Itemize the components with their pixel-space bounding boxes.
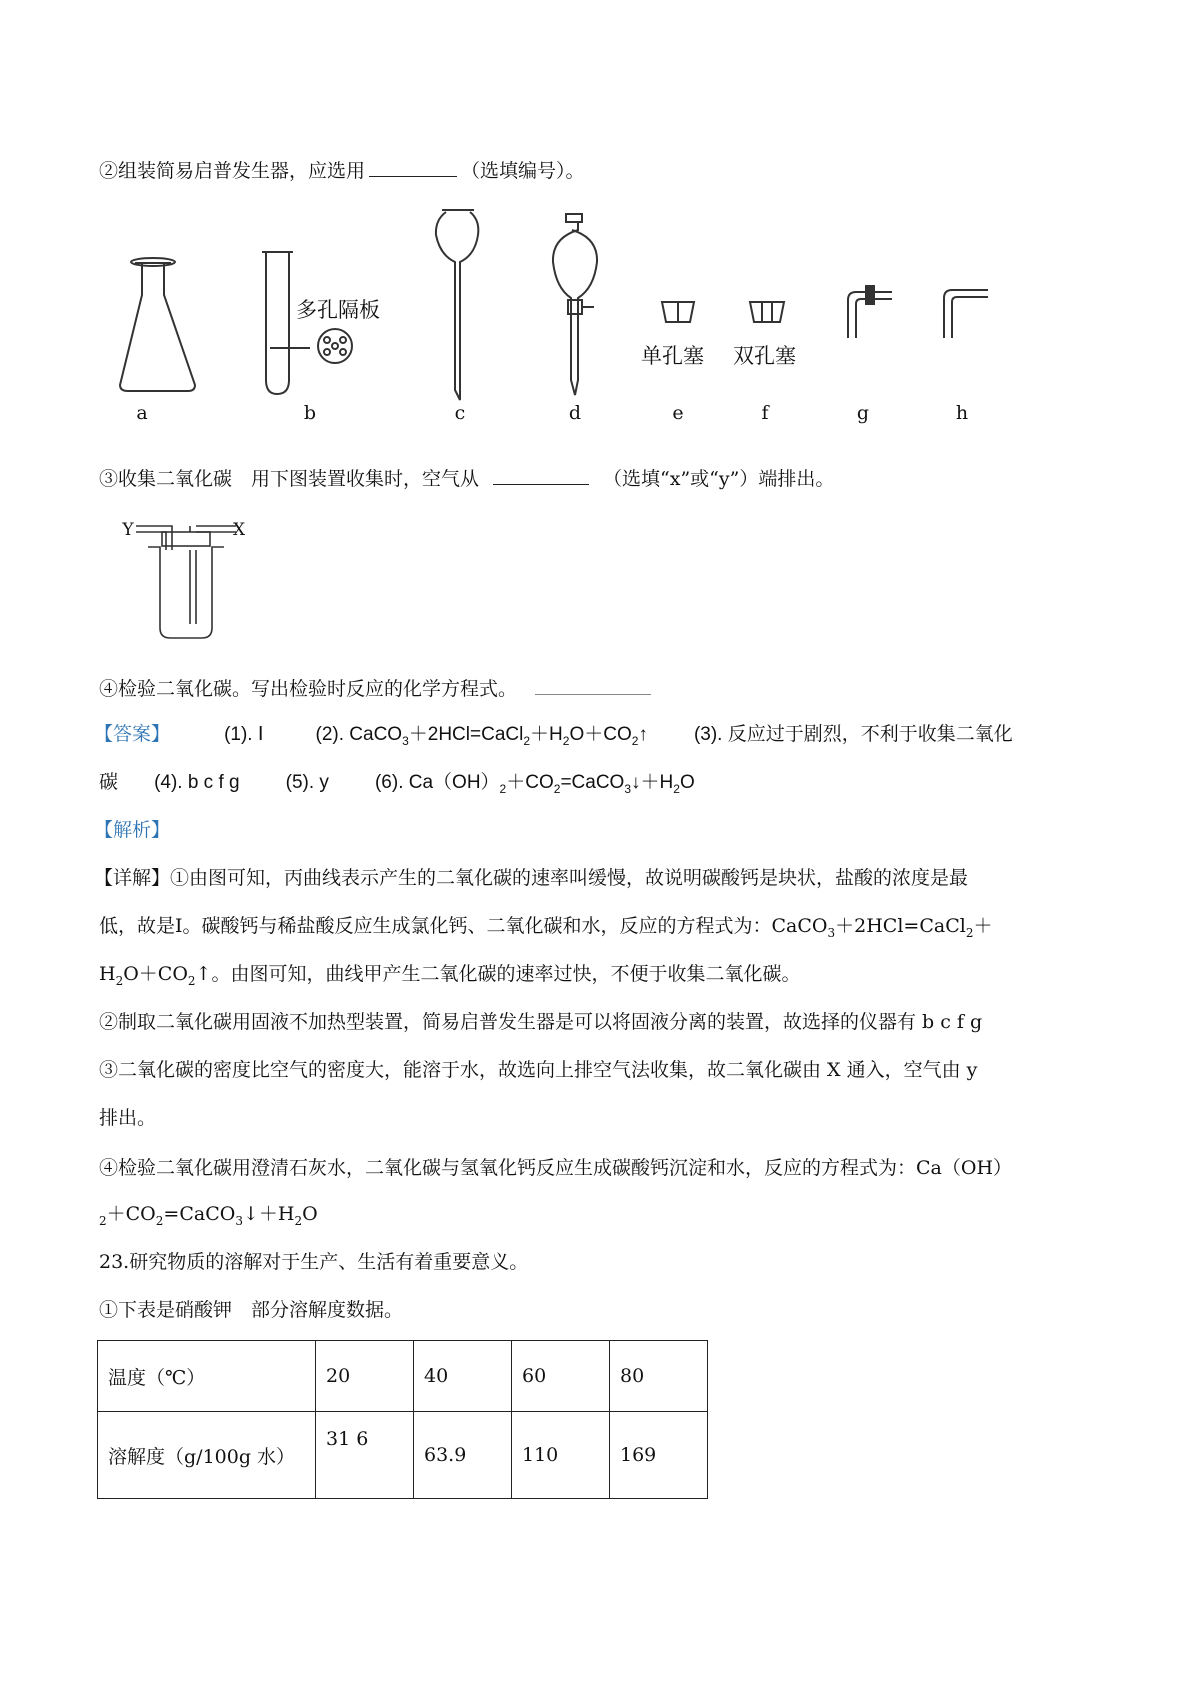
answer-continuation: 碳 (99, 771, 119, 793)
analysis-p4-l1: ④检验二氧化碳用澄清石灰水，二氧化碳与氢氧化钙反应生成碳酸钙沉淀和水，反应的方程式为：Ca（OH） (99, 1157, 1013, 1179)
table-cell: 60 (512, 1341, 610, 1412)
answer-1: (1). Ⅰ (224, 724, 264, 745)
table-cell: 温度（℃） (98, 1341, 316, 1412)
bent-tube-icon (944, 290, 988, 338)
q2-line (99, 158, 585, 183)
table-cell: 169 (610, 1412, 708, 1499)
analysis-p1-l2: 低，故是Ⅰ。碳酸钙与稀盐酸反应生成氯化钙、二氧化碳和水，反应的方程式为：CaCO$_3$＋2HCl=CaCl$_2$＋ (99, 915, 993, 940)
label-b: b (303, 402, 317, 424)
answer-line-1 (94, 722, 1013, 747)
analysis-p4-l2: $_2+CO_2=CaCO_3↓+H_2O$ (99, 1203, 318, 1228)
q3-text: ③收集二氧化碳 用下图装置收集时，空气从 (99, 468, 480, 490)
label-g: g (856, 402, 870, 424)
analysis-p2: ②制取二氧化碳用固液不加热型装置，简易启普发生器是可以将固液分离的装置，故选择的仪器有 b c f g (99, 1011, 983, 1033)
label-h: h (955, 402, 969, 424)
q2-text: ②组装简易启普发生器，应选用 (99, 160, 366, 182)
label-f: f (761, 402, 769, 424)
answer-2: (2). $CaCO_3+2HCl=CaCl_2+H_2O+CO_2↑$ (315, 724, 648, 748)
label-x: X (232, 520, 246, 540)
answer-5: (5). y (285, 772, 329, 793)
analysis-tag: 【解析】 (94, 819, 171, 841)
double-stopper-label: 双孔塞 (733, 344, 796, 368)
table-row (98, 1341, 708, 1412)
table-cell: 80 (610, 1341, 708, 1412)
table-cell: 溶解度（g/100g 水） (98, 1412, 316, 1499)
porous-plate-label: 多孔隔板 (296, 298, 380, 322)
long-neck-funnel-icon (436, 210, 478, 400)
conical-flask-icon (120, 258, 195, 391)
q2-suffix: （选填编号）。 (461, 160, 585, 182)
table-cell: 31 6 (316, 1412, 414, 1499)
label-a: a (136, 402, 148, 424)
label-e: e (672, 402, 684, 424)
q4-line (99, 676, 655, 701)
table-row (98, 1412, 708, 1499)
solubility-table (97, 1340, 708, 1499)
q2-answer-blank[interactable] (369, 158, 457, 177)
separatory-funnel-icon (553, 214, 597, 395)
analysis-p1-l1: 【详解】①由图可知，丙曲线表示产生的二氧化碳的速率叫缓慢，故说明碳酸钙是块状，盐酸的浓度是最 (94, 867, 969, 889)
analysis-p3-l1: ③二氧化碳的密度比空气的密度大，能溶于水，故选向上排空气法收集，故二氧化碳由 X 通入，空气由 y (99, 1059, 978, 1081)
table-cell: 40 (414, 1341, 512, 1412)
label-y: Y (122, 520, 134, 540)
bent-tube-clamp-icon (848, 286, 892, 338)
label-c: c (454, 402, 466, 424)
table-cell: 20 (316, 1341, 414, 1412)
q4-answer-blank[interactable] (535, 676, 651, 695)
q23-title: 23.研究物质的溶解对于生产、生活有着重要意义。 (99, 1251, 529, 1273)
table-cell: 110 (512, 1412, 610, 1499)
answer-4: (4). b c f g (154, 772, 240, 793)
answer-line-2 (99, 770, 695, 795)
double-hole-stopper-icon (750, 302, 784, 322)
q4-text: ④检验二氧化碳。写出检验时反应的化学方程式。 (99, 678, 518, 700)
analysis-p1-l3: $H_2O+CO_2↑$。由图可知，曲线甲产生二氧化碳的速率过快，不便于收集二氧化碳。 (99, 963, 801, 988)
answer-3: (3). 反应过于剧烈，不利于收集二氧化 (693, 724, 1013, 745)
apparatus-figure (0, 200, 1200, 430)
single-hole-stopper-icon (662, 302, 694, 322)
q3-line (99, 466, 834, 491)
answer-6: (6). $Ca(OH)_2+CO_2=CaCO_3↓+H_2O$ (374, 772, 695, 796)
answer-tag: 【答案】 (94, 723, 171, 745)
q3-answer-blank[interactable] (493, 466, 589, 485)
single-stopper-label: 单孔塞 (641, 344, 704, 368)
q3-suffix: （选填“x”或“y”）端排出。 (603, 468, 835, 490)
q23-sub: ①下表是硝酸钾 部分溶解度数据。 (99, 1299, 404, 1321)
analysis-p3-l2: 排出。 (99, 1107, 157, 1129)
table-cell: 63.9 (414, 1412, 512, 1499)
label-d: d (568, 402, 582, 424)
